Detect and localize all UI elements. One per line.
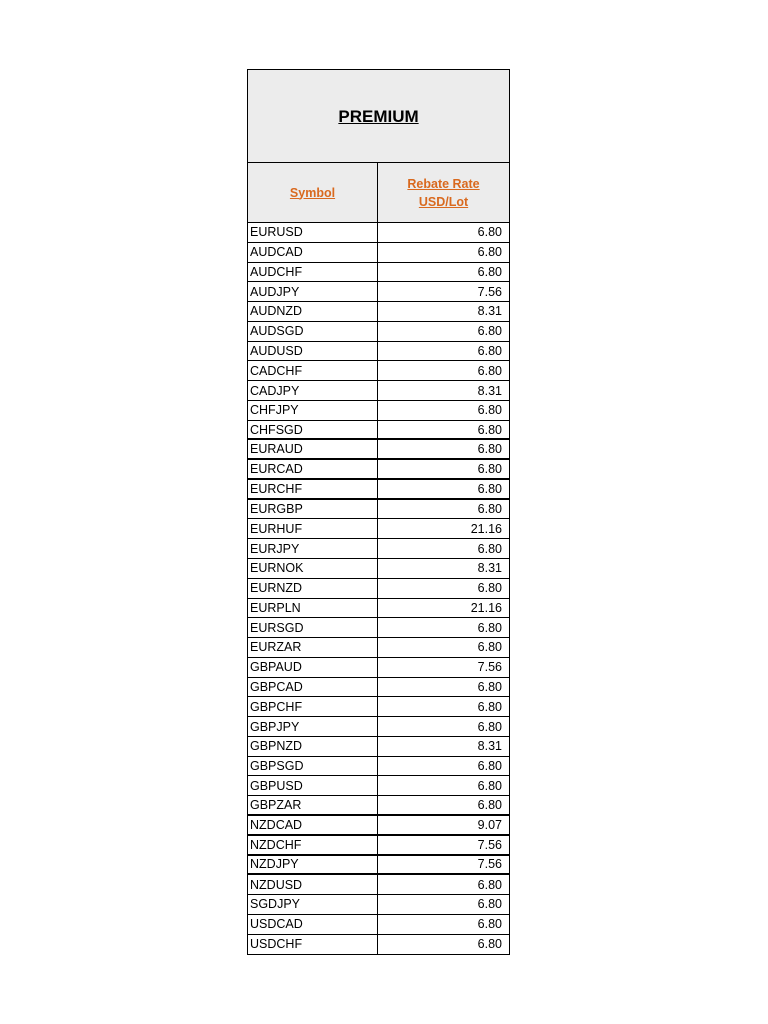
symbol-header-label: Symbol bbox=[289, 185, 336, 200]
table-row bbox=[248, 836, 509, 856]
rebate-rate-cell: 8.31 bbox=[477, 739, 502, 754]
symbol-cell: CHFSGD bbox=[248, 421, 378, 439]
rebate-rate-cell: 6.80 bbox=[477, 897, 502, 912]
symbol-cell: EURUSD bbox=[248, 223, 378, 242]
symbol-cell: EURCHF bbox=[248, 480, 378, 498]
rebate-rate-cell: 6.80 bbox=[477, 620, 502, 635]
rebate-rate-cell: 8.31 bbox=[477, 383, 502, 398]
table-row bbox=[248, 737, 509, 757]
rebate-rate-cell: 6.80 bbox=[477, 245, 502, 260]
rebate-rate-cell: 8.31 bbox=[477, 304, 502, 319]
symbol-cell: EURNZD bbox=[248, 579, 378, 598]
table-row bbox=[248, 757, 509, 777]
rebate-rate-cell: 7.56 bbox=[477, 284, 502, 299]
rebate-rate-cell: 6.80 bbox=[477, 343, 502, 358]
table-row bbox=[248, 460, 509, 480]
table-row bbox=[248, 361, 509, 381]
table-row bbox=[248, 421, 509, 441]
table-row bbox=[248, 895, 509, 915]
rebate-rate-cell: 21.16 bbox=[470, 600, 502, 615]
symbol-cell: GBPZAR bbox=[248, 796, 378, 814]
rebate-rate-cell: 6.80 bbox=[477, 581, 502, 596]
table-row bbox=[248, 322, 509, 342]
table-title-cell bbox=[248, 70, 509, 163]
symbol-cell: AUDUSD bbox=[248, 342, 378, 361]
rebate-rate-header-label: Rebate Rate bbox=[407, 176, 480, 191]
rebate-rate-cell: 6.80 bbox=[477, 917, 502, 932]
table-row bbox=[248, 519, 509, 539]
table-row bbox=[248, 856, 509, 876]
symbol-cell: AUDNZD bbox=[248, 302, 378, 321]
symbol-cell: AUDCHF bbox=[248, 263, 378, 282]
rebate-rate-cell: 6.80 bbox=[477, 481, 502, 496]
table-row bbox=[248, 480, 509, 500]
table-header-row bbox=[248, 163, 509, 223]
rebate-rate-cell: 6.80 bbox=[477, 363, 502, 378]
symbol-cell: USDCAD bbox=[248, 915, 378, 934]
table-row bbox=[248, 697, 509, 717]
table-row bbox=[248, 618, 509, 638]
table-row bbox=[248, 500, 509, 520]
rebate-rate-cell: 9.07 bbox=[477, 817, 502, 832]
rebate-rate-cell: 6.80 bbox=[477, 719, 502, 734]
rebate-rate-cell: 6.80 bbox=[477, 462, 502, 477]
rebate-rate-cell: 6.80 bbox=[477, 778, 502, 793]
symbol-cell: GBPCHF bbox=[248, 697, 378, 716]
table-row bbox=[248, 579, 509, 599]
table-row bbox=[248, 223, 509, 243]
symbol-cell: EURPLN bbox=[248, 599, 378, 618]
rebate-rate-cell: 6.80 bbox=[477, 798, 502, 813]
symbol-cell: NZDCAD bbox=[248, 816, 378, 834]
rebate-rate-cell: 6.80 bbox=[477, 640, 502, 655]
table-row bbox=[248, 776, 509, 796]
rebate-rate-cell: 7.56 bbox=[477, 660, 502, 675]
symbol-cell: CADCHF bbox=[248, 361, 378, 380]
rebate-rate-cell: 21.16 bbox=[470, 521, 502, 536]
rebate-rate-cell: 6.80 bbox=[477, 502, 502, 517]
table-row bbox=[248, 559, 509, 579]
symbol-cell: GBPSGD bbox=[248, 757, 378, 776]
rebate-table bbox=[247, 69, 510, 955]
table-row bbox=[248, 302, 509, 322]
rebate-rate-cell: 6.80 bbox=[477, 699, 502, 714]
rebate-rate-cell: 6.80 bbox=[477, 877, 502, 892]
symbol-cell: EURHUF bbox=[248, 519, 378, 538]
rebate-rate-cell: 6.80 bbox=[477, 541, 502, 556]
rebate-rate-cell: 6.80 bbox=[477, 937, 502, 952]
symbol-cell: EURJPY bbox=[248, 539, 378, 558]
rebate-rate-cell: 6.80 bbox=[477, 403, 502, 418]
table-row bbox=[248, 816, 509, 836]
table-row bbox=[248, 875, 509, 895]
rebate-rate-cell: 7.56 bbox=[477, 837, 502, 852]
table-row bbox=[248, 599, 509, 619]
rebate-unit-header-label: USD/Lot bbox=[418, 194, 469, 209]
table-row bbox=[248, 263, 509, 283]
symbol-cell: CHFJPY bbox=[248, 401, 378, 420]
table-row bbox=[248, 243, 509, 263]
table-row bbox=[248, 638, 509, 658]
symbol-cell: EURNOK bbox=[248, 559, 378, 578]
symbol-cell: CADJPY bbox=[248, 381, 378, 400]
rebate-rate-cell: 6.80 bbox=[477, 225, 502, 240]
table-row bbox=[248, 381, 509, 401]
table-row bbox=[248, 282, 509, 302]
symbol-cell: EURGBP bbox=[248, 500, 378, 519]
rebate-rate-cell: 6.80 bbox=[477, 324, 502, 339]
symbol-cell: AUDCAD bbox=[248, 243, 378, 262]
table-row bbox=[248, 678, 509, 698]
rebate-rate-cell: 6.80 bbox=[477, 679, 502, 694]
table-body bbox=[248, 223, 509, 954]
symbol-cell: EURSGD bbox=[248, 618, 378, 637]
table-row bbox=[248, 539, 509, 559]
rebate-rate-cell: 8.31 bbox=[477, 561, 502, 576]
symbol-cell: EURZAR bbox=[248, 638, 378, 657]
symbol-cell: GBPJPY bbox=[248, 717, 378, 736]
symbol-cell: NZDCHF bbox=[248, 836, 378, 854]
table-row bbox=[248, 342, 509, 362]
symbol-cell: SGDJPY bbox=[248, 895, 378, 914]
rebate-rate-cell: 6.80 bbox=[477, 264, 502, 279]
table-row bbox=[248, 915, 509, 935]
table-row bbox=[248, 658, 509, 678]
symbol-cell: EURAUD bbox=[248, 440, 378, 458]
table-row bbox=[248, 440, 509, 460]
table-row bbox=[248, 717, 509, 737]
rebate-rate-cell: 7.56 bbox=[477, 857, 502, 872]
table-row bbox=[248, 796, 509, 816]
rebate-rate-cell: 6.80 bbox=[477, 759, 502, 774]
symbol-cell: GBPUSD bbox=[248, 776, 378, 795]
symbol-cell: GBPAUD bbox=[248, 658, 378, 677]
symbol-cell: AUDSGD bbox=[248, 322, 378, 341]
rebate-rate-cell: 6.80 bbox=[477, 422, 502, 437]
table-row bbox=[248, 935, 509, 955]
table-title: PREMIUM bbox=[338, 107, 419, 126]
rebate-rate-cell: 6.80 bbox=[477, 442, 502, 457]
symbol-cell: NZDUSD bbox=[248, 875, 378, 894]
table-row bbox=[248, 401, 509, 421]
symbol-cell: GBPNZD bbox=[248, 737, 378, 756]
symbol-cell: NZDJPY bbox=[248, 856, 378, 874]
symbol-column-header bbox=[248, 163, 378, 222]
symbol-cell: GBPCAD bbox=[248, 678, 378, 697]
rebate-rate-column-header bbox=[378, 163, 509, 222]
symbol-cell: EURCAD bbox=[248, 460, 378, 478]
symbol-cell: USDCHF bbox=[248, 935, 378, 955]
symbol-cell: AUDJPY bbox=[248, 282, 378, 301]
